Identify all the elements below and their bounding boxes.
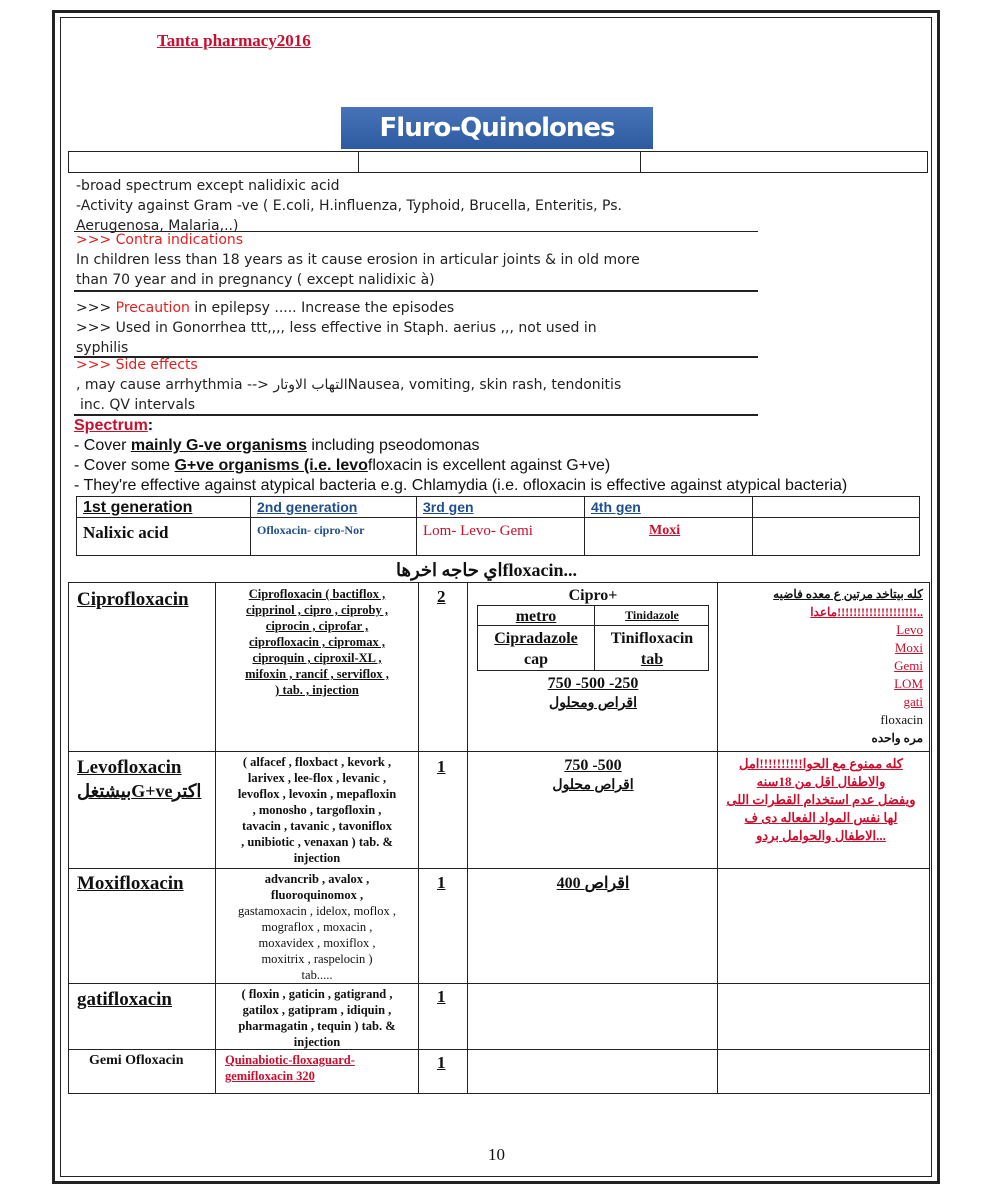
drug-name: Gemi Ofloxacin <box>89 1053 184 1068</box>
combo-title: Cipro+ <box>568 587 618 604</box>
gen-cell-1 <box>77 497 251 555</box>
note-line: -Activity against Gram -ve ( E.coli, H.influenza, Typhoid, Brucella, Enteritis, Ps. <box>76 198 622 214</box>
note-line: Aerugenosa, Malaria,..) <box>76 218 239 234</box>
note-line: -broad spectrum except nalidixic acid <box>76 178 340 194</box>
gen-head: 1st generation <box>83 499 193 516</box>
table-title: اي حاجه اخرهاfloxacin... <box>396 560 578 580</box>
dose-count: 1 <box>437 757 446 776</box>
spectrum-text: - They're effective against atypical bacteria e.g. Chlamydia (i.e. ofloxacin is effective against atypical bacteria) <box>74 477 848 494</box>
prec-prefix: >>> <box>76 300 116 316</box>
row-divider <box>69 751 929 752</box>
note-line: >>> Used in Gonorrhea ttt,,,, less effective in Staph. aerius ,,, not used in <box>76 320 597 336</box>
note-floxacin: floxacin <box>880 712 923 727</box>
note-item: gati <box>903 694 923 709</box>
contra-section <box>76 230 758 250</box>
gen-head: 3rd gen <box>423 499 474 515</box>
gen-head: 4th gen <box>591 499 641 515</box>
spectrum-text: - Cover <box>74 437 131 454</box>
brand-line: ciproquin , ciproxil-XL , <box>252 651 382 665</box>
note-item: Gemi <box>894 658 923 673</box>
title-banner: Fluro-Quinolones <box>341 107 653 149</box>
empty-header-table <box>68 151 928 173</box>
dose-count: 2 <box>437 587 446 606</box>
gen-value: Nalixic acid <box>83 523 169 542</box>
combo-tinidazole: Tinidazole <box>625 608 679 622</box>
note-once: مره واحده <box>871 731 923 745</box>
spectrum-bold: G+ve organisms (i.e. levo <box>174 457 368 474</box>
note-line: الاطفال والحوامل بردو... <box>756 828 886 843</box>
spectrum-colon: : <box>147 417 154 434</box>
brand-line: injection <box>293 1035 341 1049</box>
combo-tab: tab <box>640 651 664 668</box>
brand-line: ciprofloxacin , cipromax , <box>249 635 385 649</box>
brand-line: levoflox , levoxin , mepafloxin <box>237 787 397 801</box>
side-effects-section <box>76 355 758 415</box>
dose-strengths: 750 -500 <box>564 757 622 774</box>
prec-text: in epilepsy ..... Increase the episodes <box>189 300 455 316</box>
col-divider <box>467 583 468 1093</box>
drug-name-note: بيشتغلG+veاكتر <box>77 781 202 801</box>
brand-line: ( alfacef , floxbact , kevork , <box>242 755 392 769</box>
spectrum-title: Spectrum <box>74 417 148 434</box>
spectrum-text: - Cover some <box>74 457 175 474</box>
divider <box>74 290 758 292</box>
note-item: Moxi <box>894 640 923 655</box>
brand-line: cipprinol , cipro , ciproby , <box>246 603 388 617</box>
gen-value: Moxi <box>649 523 681 538</box>
brand-line: larivex , lee-flox , levanic , <box>247 771 387 785</box>
levo-note <box>719 755 923 845</box>
brand-line: moxitrix , raspelocin ) <box>261 952 373 966</box>
note-head: كله بيتاخد مرتين ع معده فاضيه <box>773 587 923 601</box>
brand-line: , monosho , targofloxin , <box>252 803 382 817</box>
brand-line: gemifloxacin 320 <box>225 1069 315 1083</box>
drug-brands <box>225 1052 413 1084</box>
note-red: ماعدا!!!!!!!!!!!!!!!!!!!!.. <box>810 605 923 619</box>
col-divider <box>418 583 419 1093</box>
precaution-section <box>76 298 758 358</box>
row-divider <box>69 868 929 869</box>
note-line: والاطفال اقل من 18سنه <box>756 774 886 789</box>
brand-line: ( floxin , gaticin , gatigrand , <box>241 987 393 1001</box>
combo-cap: cap <box>524 651 548 668</box>
brand-line: advancrib , avalox , <box>264 872 370 886</box>
note-item: LOM <box>894 676 923 691</box>
drug-brands <box>223 871 411 983</box>
gen-cell-4 <box>585 497 753 555</box>
brand-line: pharmagatin , tequin ) tab. & <box>238 1019 396 1033</box>
note-line: In children less than 18 years as it cause erosion in articular joints & in old more <box>76 252 640 268</box>
brand-line: moxavidex , moxiflox , <box>258 936 376 950</box>
drug-name: Moxifloxacin <box>77 873 184 894</box>
dose-count: 1 <box>437 987 446 1006</box>
brand-line: gastamoxacin , idelox, moflox , <box>238 904 396 918</box>
note-line: كله ممنوع مع الحوا!!!!!!!!!!امل <box>739 756 903 771</box>
gen-cell-2 <box>251 497 417 555</box>
note-line: than 70 year and in pregnancy ( except nalidixic à) <box>76 272 435 288</box>
spectrum-text: floxacin is excellent against G+ve) <box>367 457 611 474</box>
cipro-note <box>719 585 923 747</box>
brand-line: mifoxin , rancif , serviflox , <box>245 667 389 681</box>
page-number: 10 <box>488 1145 505 1164</box>
note-line: inc. QV intervals <box>80 397 196 413</box>
brand-line: injection <box>293 851 341 865</box>
prec-label: Precaution <box>115 300 190 316</box>
brand-line: ) tab. , injection <box>275 683 359 697</box>
side-label: >>> Side effects <box>76 357 198 373</box>
note-item: Levo <box>896 622 923 637</box>
notes-intro <box>76 176 758 236</box>
brand-line: gatilox , gatipram , idiquin , <box>242 1003 392 1017</box>
row-divider <box>69 983 929 984</box>
dose-strengths: 400 اقراص <box>556 875 630 892</box>
contra-label: >>> Contra indications <box>76 232 244 248</box>
brand-line: Quinabiotic-floxaguard- <box>225 1053 355 1067</box>
note-line: لها نفس المواد الفعاله دى ف <box>744 810 898 825</box>
gen-head: 2nd generation <box>257 499 358 515</box>
drug-name: Ciprofloxacin <box>77 589 189 610</box>
col-divider <box>215 583 216 1093</box>
generations-table <box>76 496 920 556</box>
col-divider <box>717 583 718 1093</box>
contra-text <box>76 250 758 290</box>
combo-metro: metro <box>515 608 557 625</box>
dose-form: اقراص محلول <box>552 778 634 793</box>
brand-line: tab..... <box>301 968 333 982</box>
drug-brands <box>223 986 411 1050</box>
drug-brands <box>223 754 411 866</box>
brand-line: mograflox , moxacin , <box>261 920 373 934</box>
note-line: syphilis <box>76 340 129 356</box>
header-title: Tanta pharmacy2016 <box>157 31 311 50</box>
combo-cipradazole-cell <box>478 628 594 670</box>
gen-cell-3 <box>417 497 585 555</box>
drugs-table <box>68 582 930 1094</box>
gen-value: Lom- Levo- Gemi <box>423 523 533 539</box>
brand-line: ciprocin , ciprofar , <box>265 619 369 633</box>
combo-tinifloxacin: Tinifloxacin <box>610 630 694 647</box>
dose-strengths: 750 -500 -250 <box>547 675 639 692</box>
combo-tinifloxacin-cell <box>594 628 710 670</box>
drug-name: Levofloxacin <box>77 757 182 778</box>
dose-form: اقراص ومحلول <box>549 696 637 711</box>
brand-line: fluoroquinomox , <box>270 888 364 902</box>
note-line: , may cause arrhythmia --> التهاب الاوتارNausea, vomiting, skin rash, tendonitis <box>76 377 622 393</box>
note-line: ويفضل عدم استخدام القطرات اللى <box>726 792 916 807</box>
spectrum-text: including pseodomonas <box>306 437 480 454</box>
drug-name: gatifloxacin <box>77 989 172 1010</box>
dose-count: 1 <box>437 873 446 892</box>
spectrum-section <box>74 416 924 496</box>
dose-count: 1 <box>437 1053 446 1072</box>
brand-line: tavacin , tavanic , tavoniflox <box>242 819 392 833</box>
drug-brands <box>223 586 411 698</box>
row-divider <box>69 1049 929 1050</box>
combo-box <box>477 605 709 671</box>
gen-value: Ofloxacin- cipro-Nor <box>257 523 365 537</box>
brand-line: , unibiotic , venaxan ) tab. & <box>241 835 393 849</box>
spectrum-bold: mainly G-ve organisms <box>130 437 307 454</box>
combo-cipradazole: Cipradazole <box>494 630 578 647</box>
brand-line: Ciprofloxacin ( bactiflox , <box>248 587 386 601</box>
